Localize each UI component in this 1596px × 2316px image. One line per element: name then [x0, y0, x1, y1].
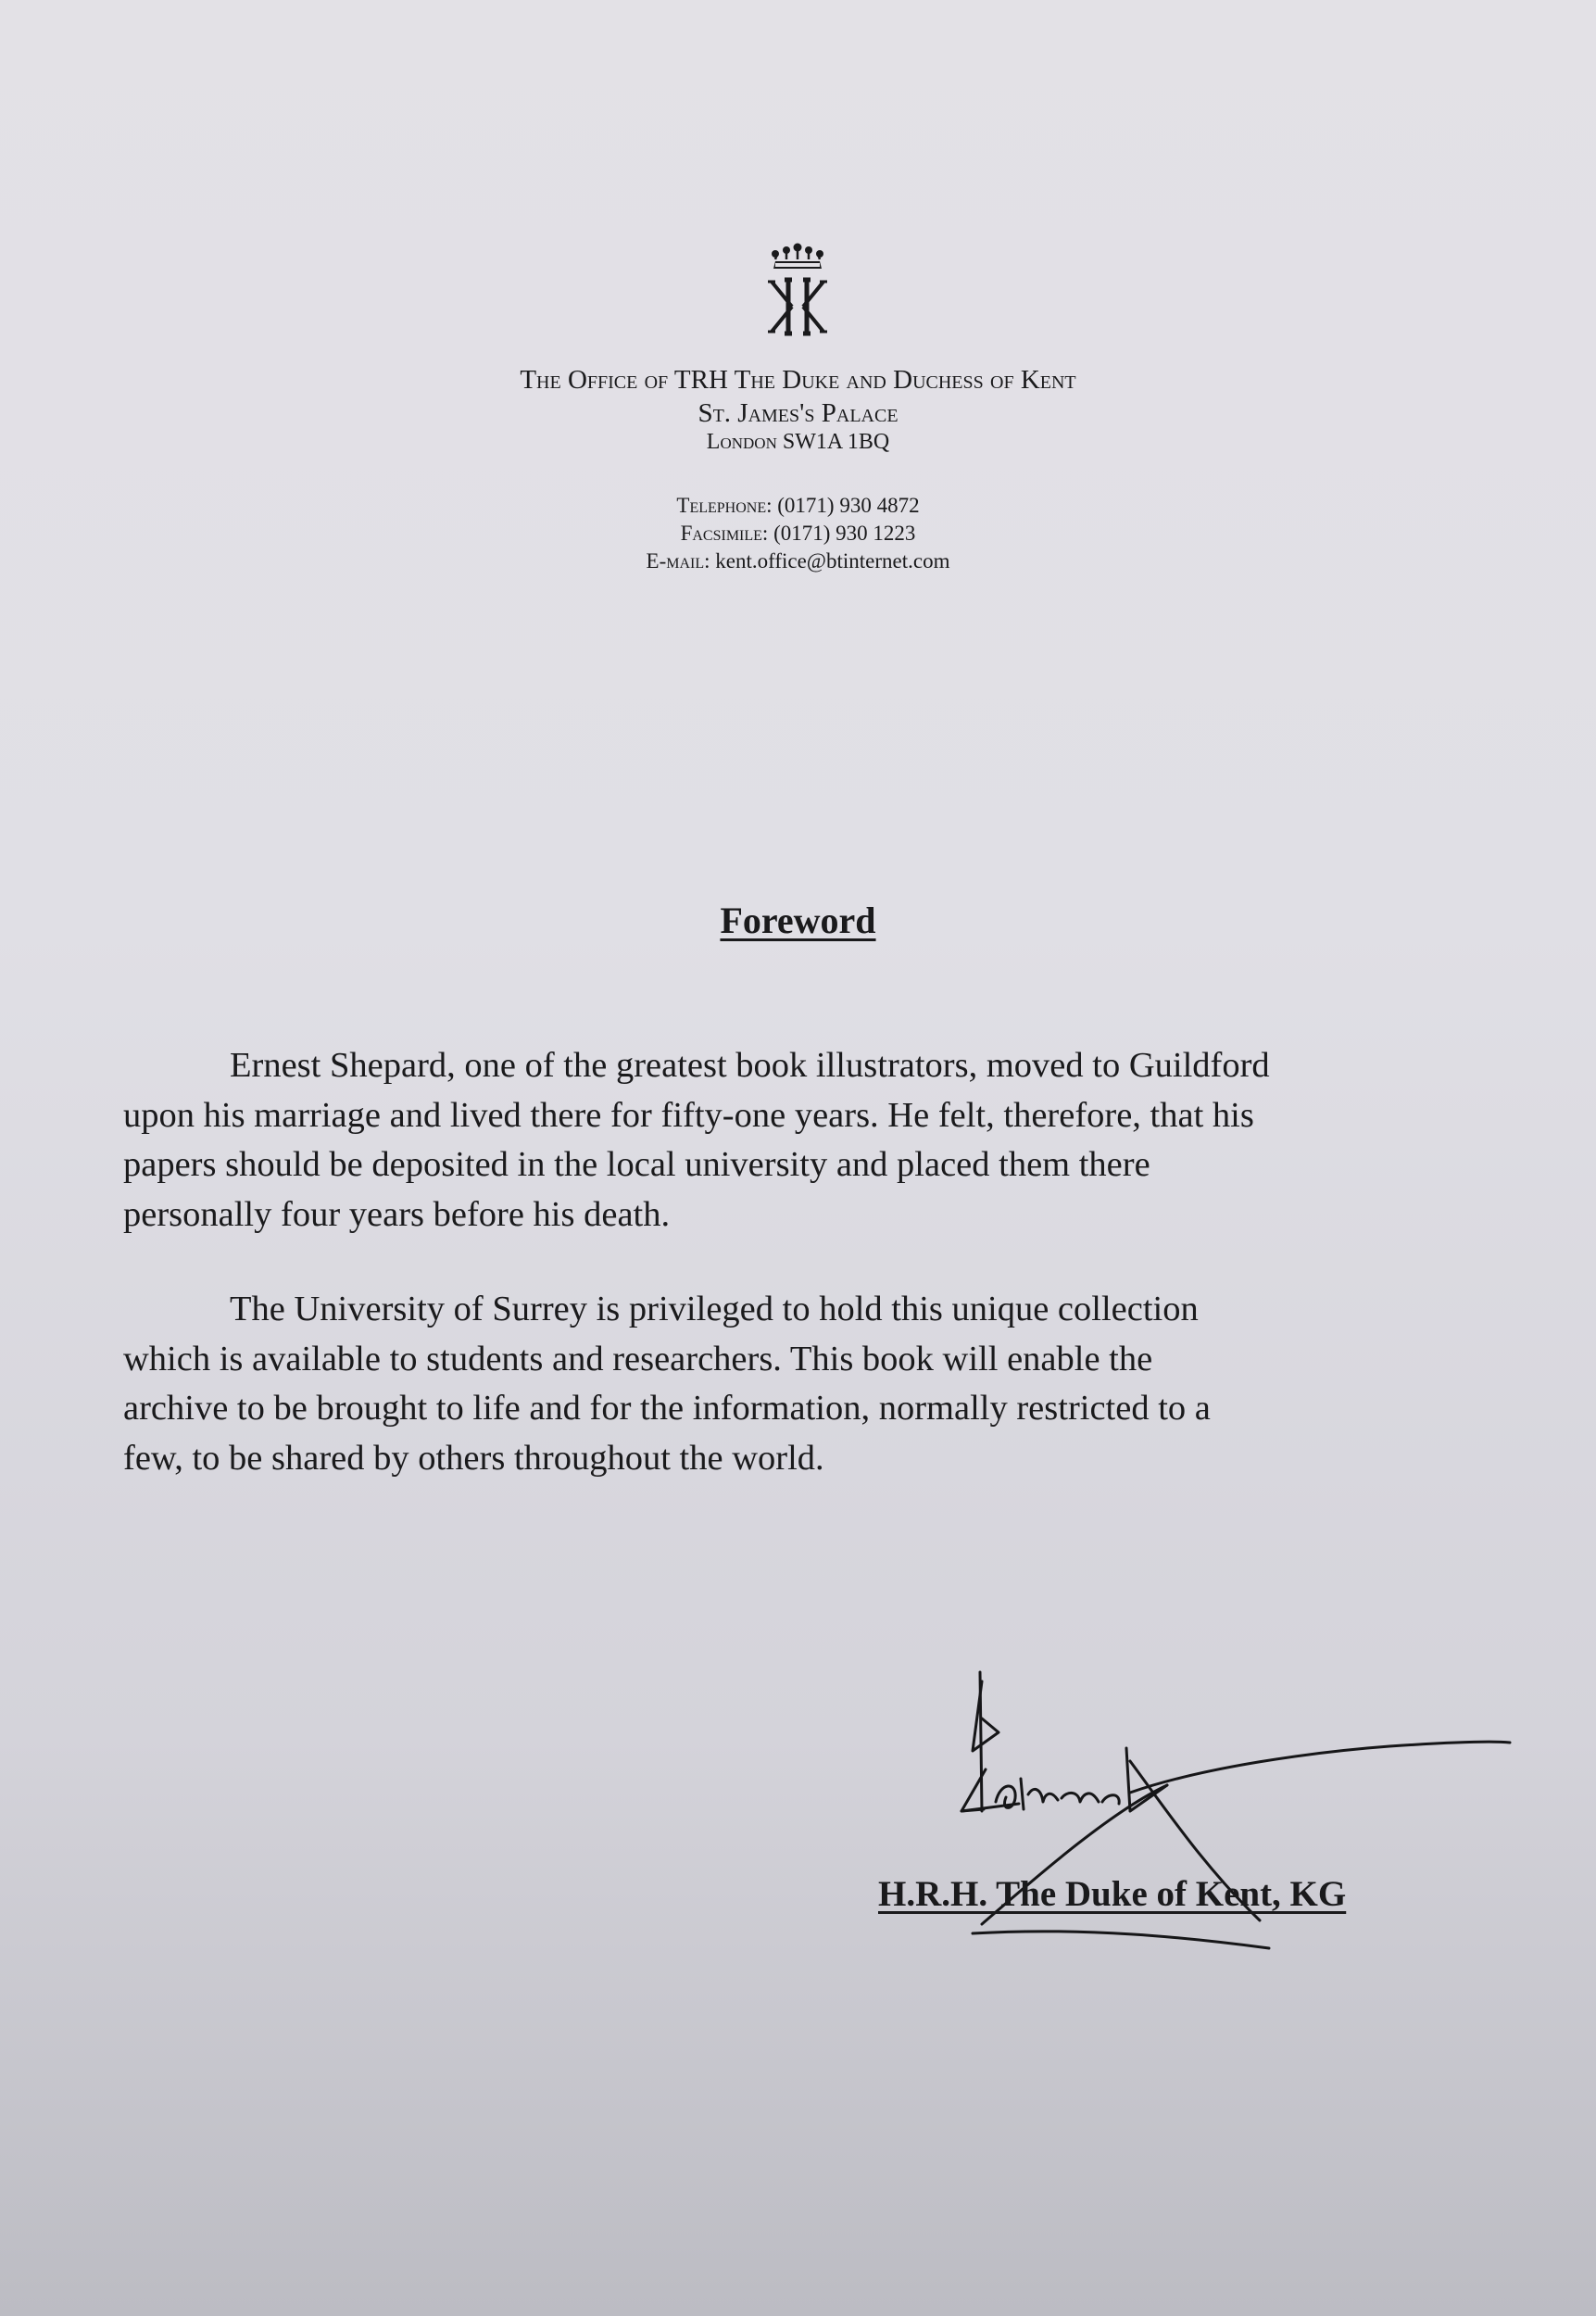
email-label: E-mail: [646, 549, 710, 573]
contact-facsimile [0, 522, 1596, 546]
letterhead-address-line1: St. James's Palace [697, 398, 899, 428]
email-value: kent.office@btinternet.com [715, 549, 950, 573]
telephone-label: Telephone: [676, 494, 773, 517]
foreword-paragraph-2: The University of Surrey is privileged to hold this unique collection which is available to students and researchers. This book will enable the archive to be brought to life and for the information, normally restricted to a few, to be shared by others throughout the world. [123, 1290, 1211, 1478]
foreword-paragraph-1: Ernest Shepard, one of the greatest book illustrators, moved to Guildford upon his marriage and lived there for fifty-one years. He felt, therefore, that his papers should be deposited in the local university and placed them there personally four years before his death. [123, 1046, 1270, 1234]
signatory-name: H.R.H. The Duke of Kent, KG [878, 1874, 1347, 1914]
facsimile-label: Facsimile: [680, 522, 769, 545]
telephone-value: (0171) 930 4872 [777, 494, 920, 517]
letterhead-address-line2: London SW1A 1BQ [706, 430, 890, 454]
handwritten-signature [945, 1663, 1519, 1959]
royal-cipher-crest-icon [760, 243, 835, 339]
letterhead-office: The Office of TRH The Duke and Duchess of Kent [520, 365, 1076, 395]
contact-telephone [0, 494, 1596, 518]
foreword-title: Foreword [720, 900, 876, 941]
facsimile-value: (0171) 930 1223 [773, 522, 916, 545]
contact-email [0, 549, 1596, 573]
